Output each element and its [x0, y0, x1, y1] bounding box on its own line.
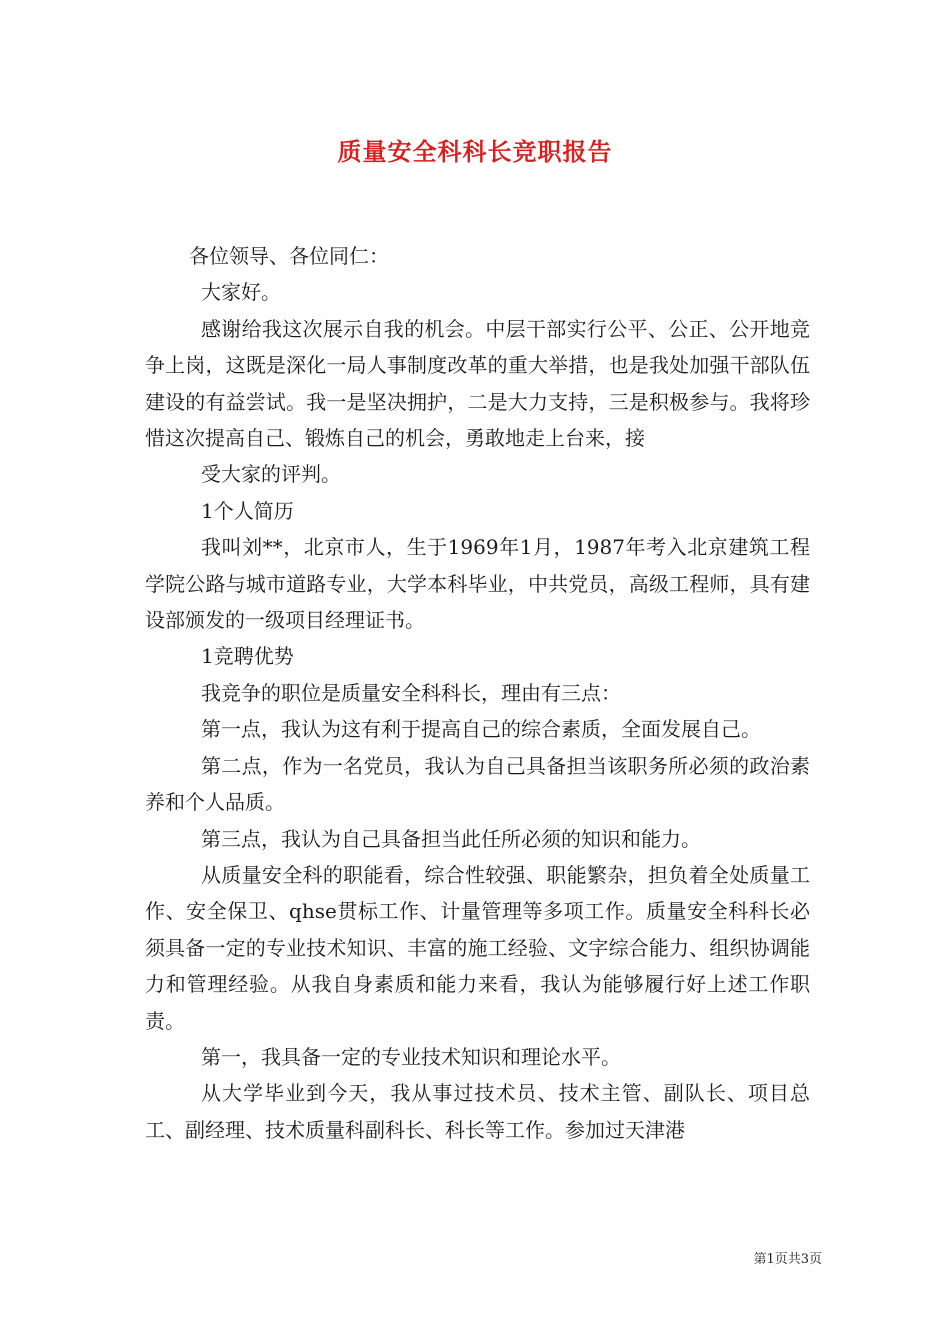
paragraph: 从大学毕业到今天，我从事过技术员、技术主管、副队长、项目总工、副经理、技术质量科副科长、科长等工作。参加过天津港	[145, 1081, 810, 1142]
document-body	[145, 238, 810, 1148]
paragraph: 感谢给我这次展示自我的机会。中层干部实行公平、公正、公开地竞争上岗，这既是深化一局人事制度改革的重大举措，也是我处加强干部队伍建设的有益尝试。我一是坚决拥护，二是大力支持，三是积极参与。我将珍惜这次提高自己、锻炼自己的机会，勇敢地走上台来，接	[145, 316, 810, 451]
section-heading: 1个人简历	[201, 498, 294, 523]
paragraph: 我竞争的职位是质量安全科科长，理由有三点：	[201, 680, 621, 705]
page-number: 第1页共3页	[753, 1252, 822, 1267]
section-heading: 1竞聘优势	[201, 644, 294, 669]
paragraph: 从质量安全科的职能看，综合性较强、职能繁杂，担负着全处质量工作、安全保卫、qhse贯标工作、计量管理等多项工作。质量安全科科长必须具备一定的专业技术知识、丰富的施工经验、文字综合能力、组织协调能力和管理经验。从我自身素质和能力来看，我认为能够履行好上述工作职责。	[145, 862, 810, 1033]
paragraph: 受大家的评判。	[201, 462, 341, 487]
paragraph: 我叫刘**，北京市人，生于1969年1月，1987年考入北京建筑工程学院公路与城市道路专业，大学本科毕业，中共党员，高级工程师，具有建设部颁发的一级项目经理证书。	[145, 535, 810, 633]
paragraph: 第一点，我认为这有利于提高自己的综合素质，全面发展自己。	[201, 717, 761, 742]
greeting: 各位领导、各位同仁：	[189, 244, 389, 268]
paragraph: 第二点，作为一名党员，我认为自己具备担当该职务所必须的政治素养和个人品质。	[145, 753, 810, 815]
paragraph: 第一，我具备一定的专业技术知识和理论水平。	[201, 1044, 621, 1069]
document-title: 质量安全科科长竞职报告	[337, 137, 613, 166]
paragraph: 第三点，我认为自己具备担当此任所必须的知识和能力。	[201, 826, 701, 851]
paragraph: 大家好。	[201, 280, 281, 305]
